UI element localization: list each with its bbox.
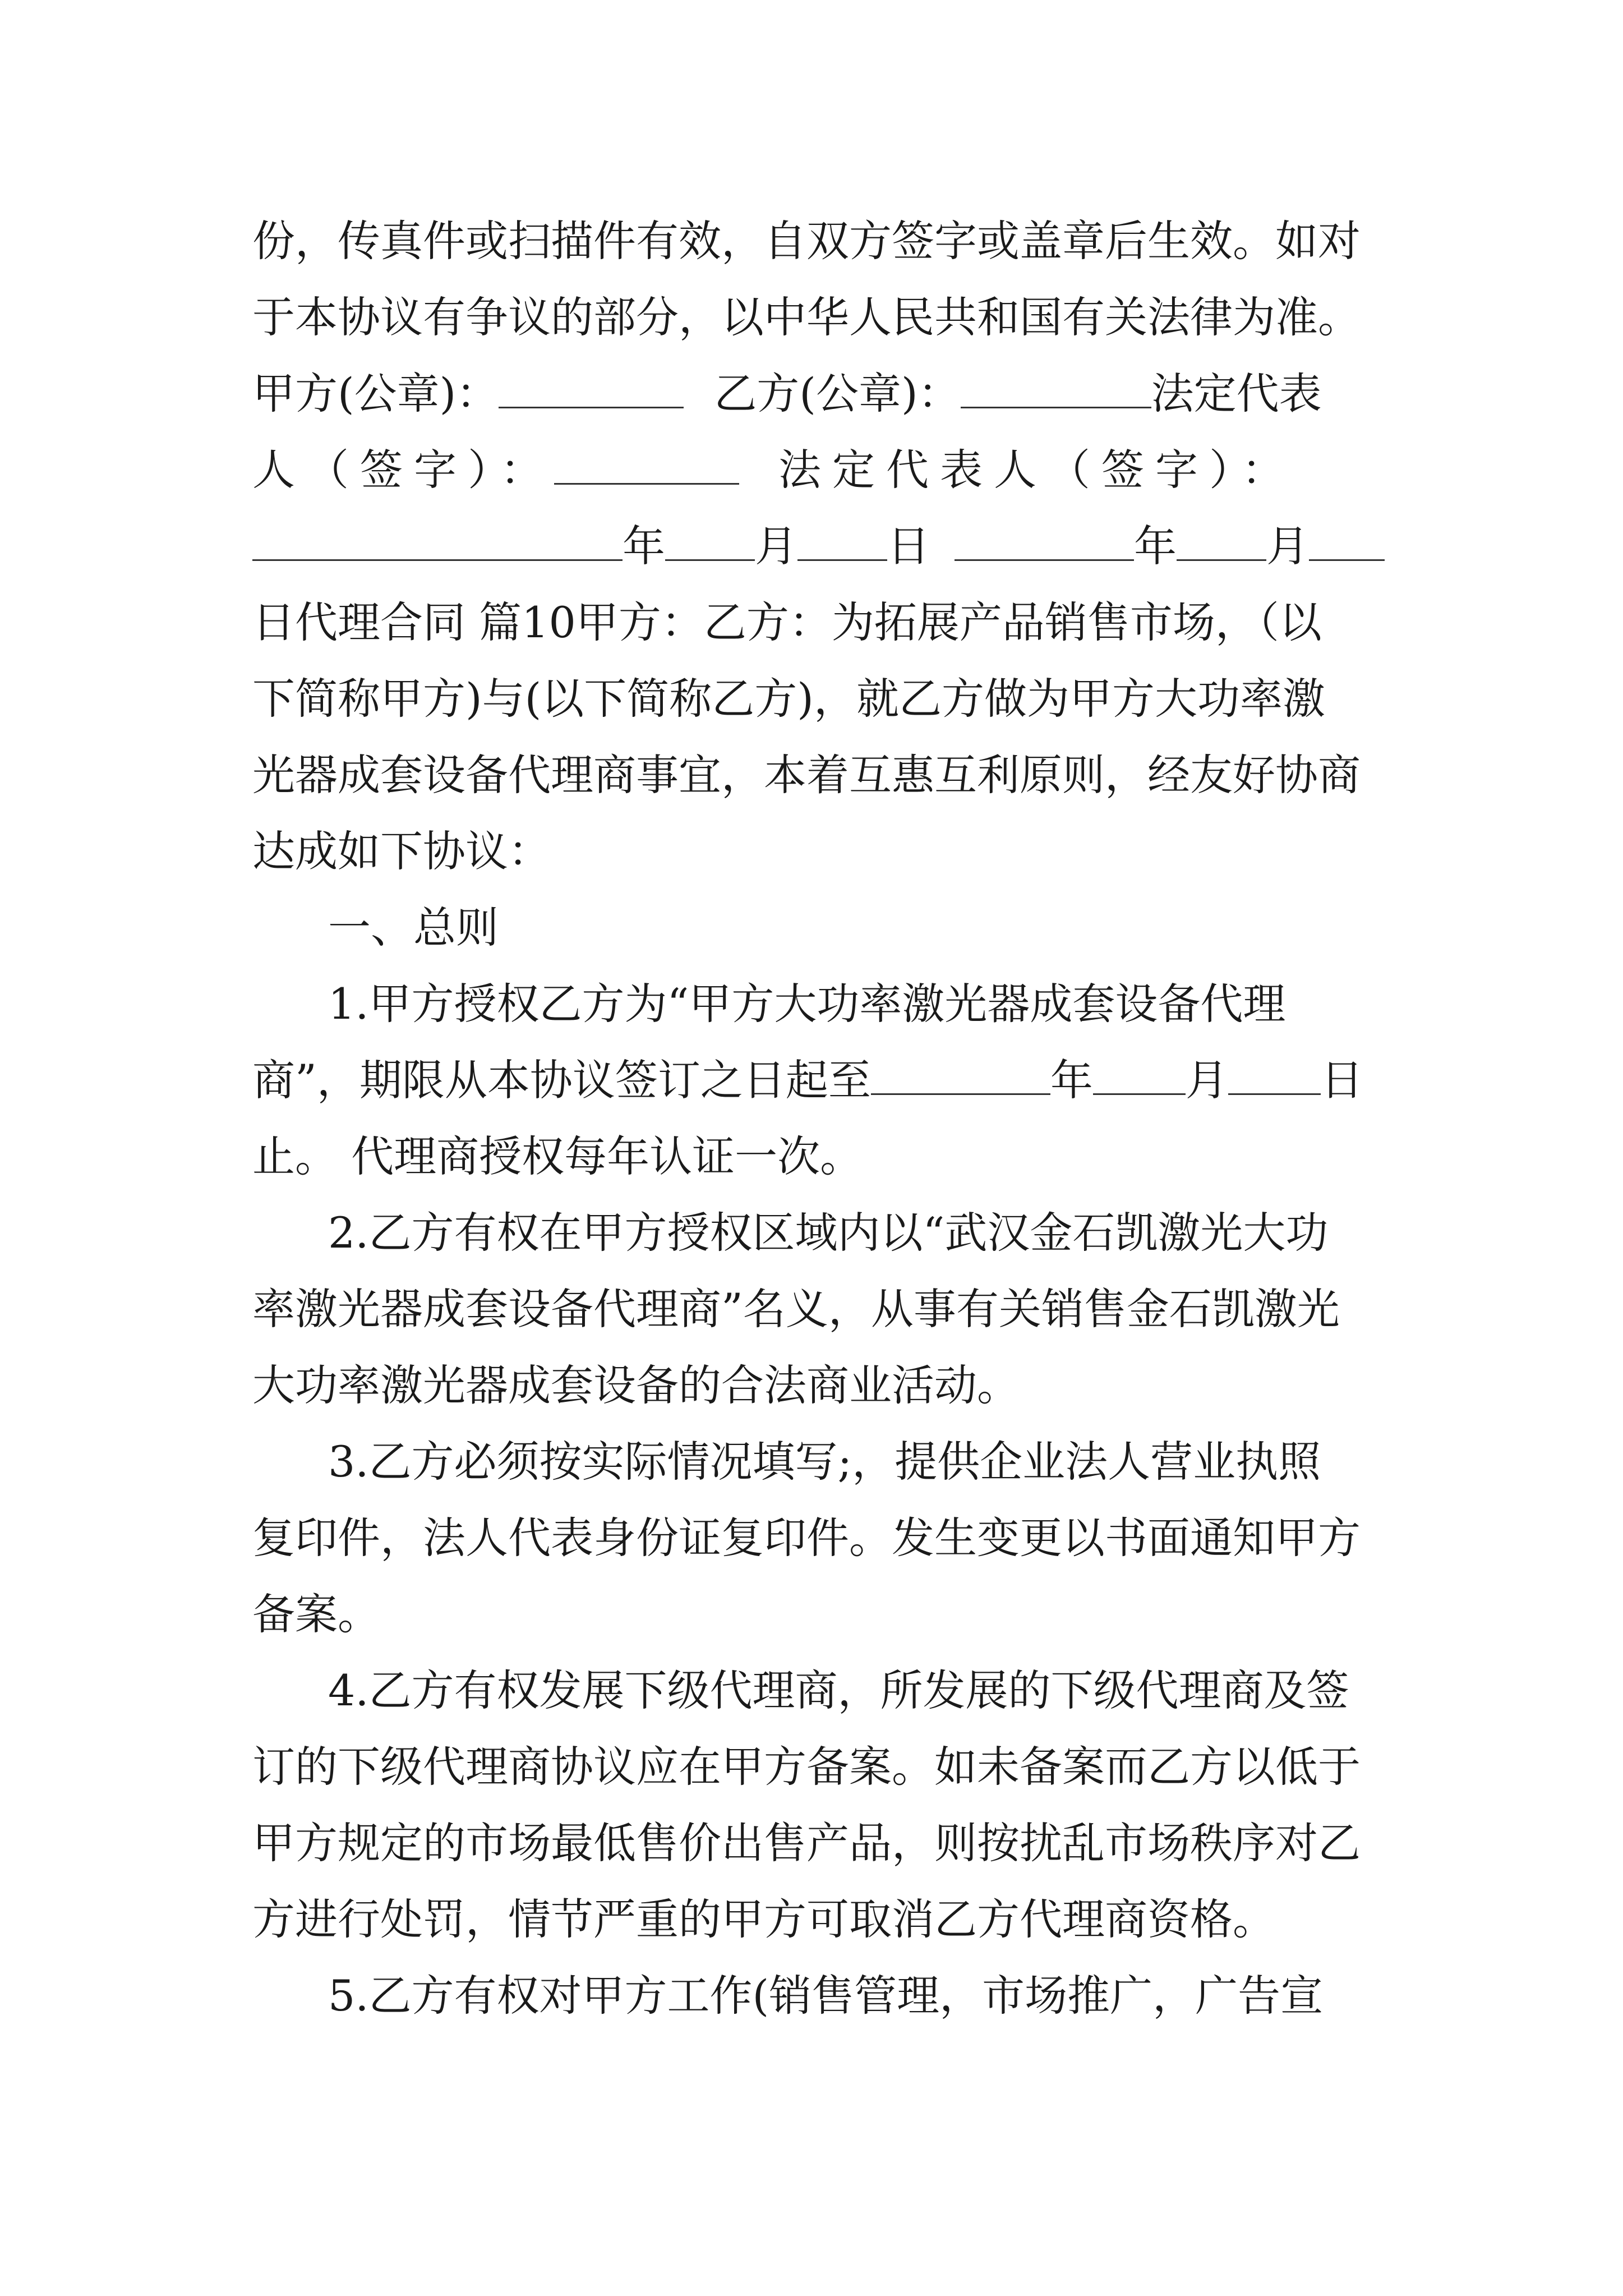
text-line: 备案。 bbox=[252, 1589, 380, 1639]
signature-line-seals bbox=[252, 360, 1380, 427]
year-label: 年 bbox=[623, 521, 665, 571]
date-blank bbox=[1228, 1057, 1321, 1095]
party-b-rep-label: 法定代表人（签字）： bbox=[778, 445, 1295, 495]
month-label: 月 bbox=[1185, 1055, 1228, 1105]
text-line: 止。 代理商授权每年认证一次。 bbox=[252, 1131, 863, 1181]
party-a-seal-blank bbox=[499, 371, 684, 408]
term-line bbox=[252, 1047, 1380, 1114]
text-line: 下简称甲方)与(以下简称乙方)，就乙方做为甲方大功率激 bbox=[252, 674, 1325, 724]
date-blank bbox=[955, 523, 1134, 561]
text-line: 光器成套设备代理商事宜，本着互惠互利原则，经友好协商 bbox=[252, 750, 1361, 800]
text-line: 4.乙方有权发展下级代理商，所发展的下级代理商及签 bbox=[328, 1665, 1349, 1715]
text-line: 率激光器成套设备代理商”名义，从事有关销售金石凯激光 bbox=[252, 1284, 1340, 1334]
date-blank bbox=[871, 1057, 1050, 1095]
year-label: 年 bbox=[1050, 1055, 1093, 1105]
party-a-rep-blank bbox=[554, 447, 739, 485]
text-line: 日代理合同 篇10甲方：乙方：为拓展产品销售市场，（以 bbox=[252, 597, 1322, 647]
text-line: 5.乙方有权对甲方工作(销售管理，市场推广，广告宣 bbox=[328, 1971, 1324, 2021]
date-blank bbox=[665, 523, 755, 561]
text-line: 达成如下协议： bbox=[252, 826, 551, 876]
text-line: 大功率激光器成套设备的合法商业活动。 bbox=[252, 1360, 1020, 1410]
day-label: 日 bbox=[887, 521, 930, 571]
party-b-seal-blank bbox=[961, 371, 1151, 408]
date-blank bbox=[1177, 523, 1266, 561]
text-line: 订的下级代理商协议应在甲方备案。如未备案而乙方以低于 bbox=[252, 1742, 1361, 1792]
text-line: 1.甲方授权乙方为“甲方大功率激光器成套设备代理 bbox=[328, 979, 1286, 1029]
text-line: 方进行处罚，情节严重的甲方可取消乙方代理商资格。 bbox=[252, 1894, 1275, 1944]
party-a-rep-label: 人（签字）： bbox=[252, 445, 554, 495]
month-label: 月 bbox=[1266, 521, 1309, 571]
party-a-seal-label: 甲方(公章)： bbox=[252, 369, 499, 418]
legal-rep-label-start: 法定代表 bbox=[1151, 369, 1322, 418]
text-line: 3.乙方必须按实际情况填写;，提供企业法人营业执照 bbox=[328, 1437, 1321, 1487]
text-line: 于本协议有争议的部分，以中华人民共和国有关法律为准。 bbox=[252, 292, 1361, 342]
year-label: 年 bbox=[1134, 521, 1177, 571]
date-blank bbox=[1093, 1057, 1186, 1095]
text-line: 2.乙方有权在甲方授权区域内以“武汉金石凯激光大功 bbox=[328, 1208, 1329, 1258]
month-label: 月 bbox=[755, 521, 797, 571]
signature-line-dates bbox=[252, 513, 1380, 580]
section-heading: 一、总则 bbox=[328, 903, 499, 953]
date-blank bbox=[252, 523, 623, 561]
text-line: 复印件，法人代表身份证复印件。发生变更以书面通知甲方 bbox=[252, 1513, 1361, 1563]
text-line: 甲方规定的市场最低售价出售产品，则按扰乱市场秩序对乙 bbox=[252, 1818, 1361, 1868]
date-blank bbox=[797, 523, 887, 561]
party-b-seal-label: 乙方(公章)： bbox=[714, 369, 961, 418]
text-line: 份，传真件或扫描件有效，自双方签字或盖章后生效。如对 bbox=[252, 216, 1361, 266]
term-text: 商”，期限从本协议签订之日起至 bbox=[252, 1055, 871, 1105]
day-label: 日 bbox=[1320, 1055, 1363, 1105]
signature-line-reps bbox=[252, 436, 1380, 504]
date-blank bbox=[1309, 523, 1385, 561]
